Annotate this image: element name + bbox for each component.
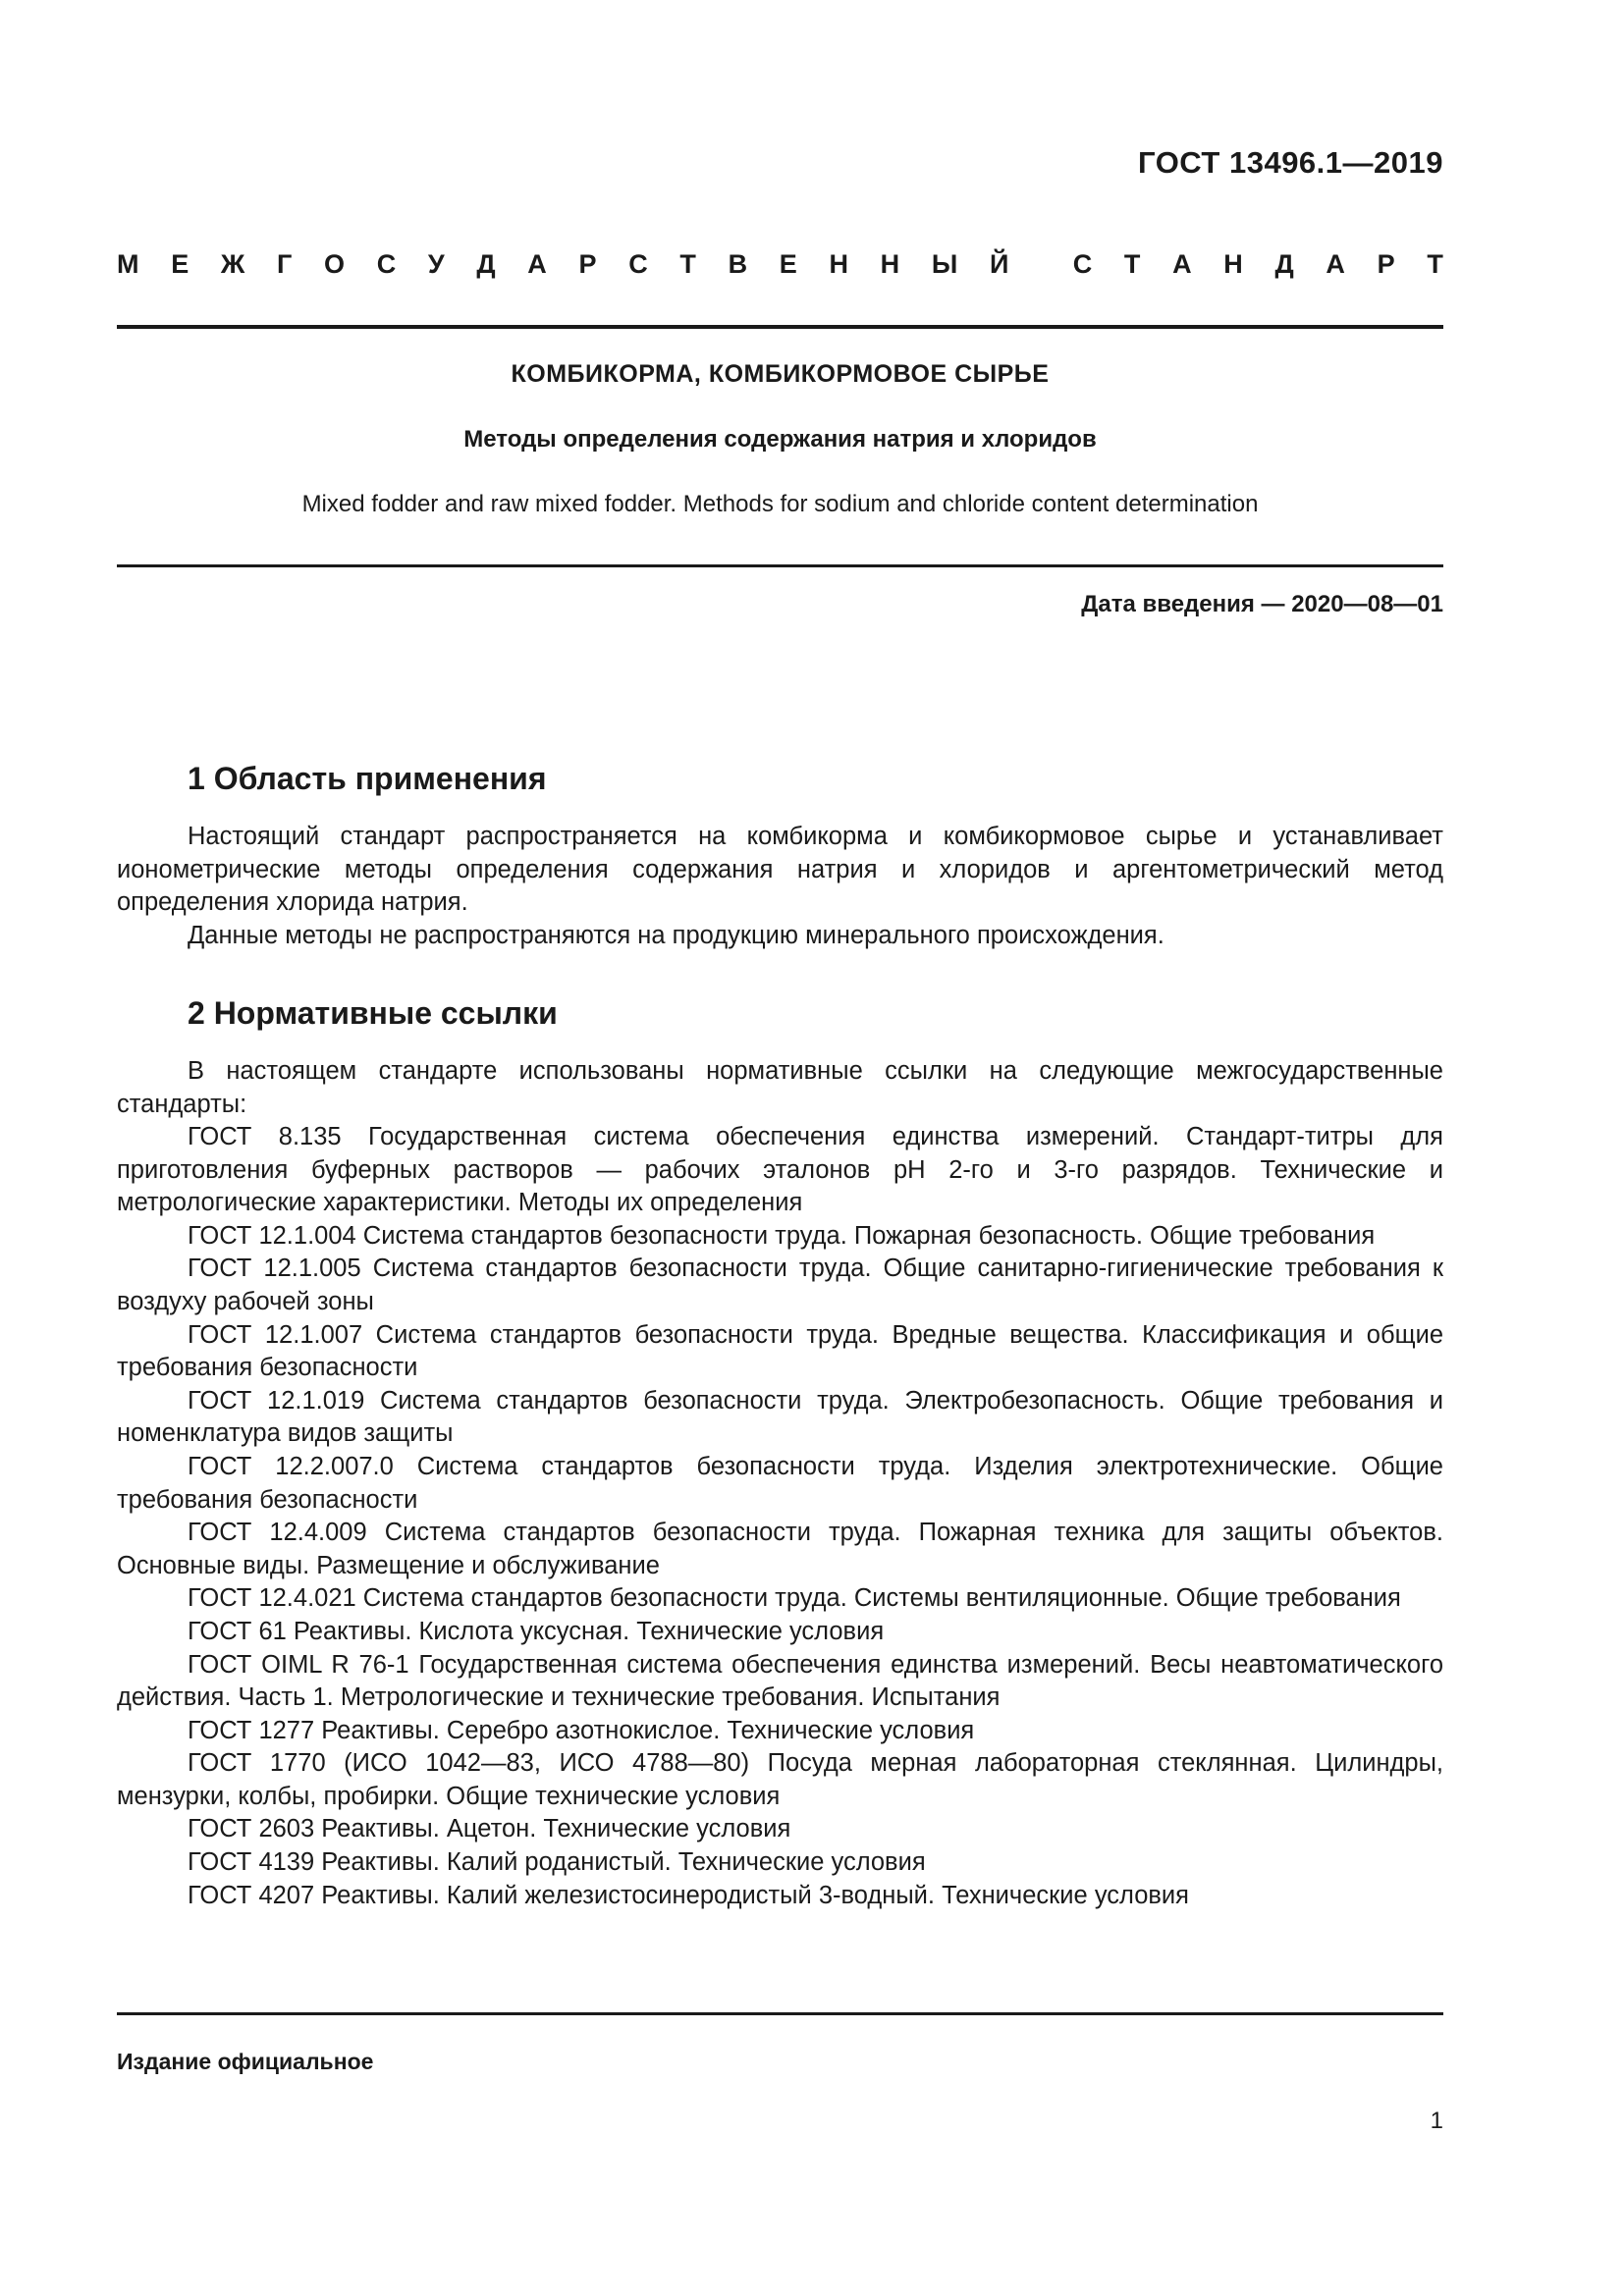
- normative-references-list: [117, 1121, 1443, 1912]
- reference-item: ГОСТ 8.135 Государственная система обеспечения единства измерений. Стандарт-титры для приготовления буферных растворов — рабочих эталонов pH 2-го и 3-го разрядов. Технические и метрологические характеристики. Методы их определения: [117, 1123, 1443, 1217]
- document-subtitle: Методы определения содержания натрия и хлоридов: [463, 426, 1097, 453]
- banner-letter: Н: [1223, 249, 1243, 279]
- banner-letter: А: [1172, 249, 1192, 279]
- reference-item: ГОСТ 61 Реактивы. Кислота уксусная. Технические условия: [188, 1617, 885, 1645]
- banner-letter: О: [323, 249, 345, 279]
- banner-letter: Т: [1427, 249, 1443, 279]
- official-edition-label: Издание официальное: [117, 2049, 374, 2074]
- section-2-intro: В настоящем стандарте использованы нормативные ссылки на следующие межгосударственные стандарты:: [117, 1057, 1443, 1118]
- banner-letter: Т: [679, 249, 696, 279]
- banner-letter: Н: [880, 249, 900, 279]
- document-title: КОМБИКОРМА, КОМБИКОРМОВОЕ СЫРЬЕ: [511, 360, 1050, 388]
- banner-letter: М: [117, 249, 139, 279]
- header-divider: [117, 325, 1443, 329]
- banner-letter: У: [427, 249, 445, 279]
- section-1-heading: 1 Область применения: [188, 761, 547, 796]
- reference-item: ГОСТ 1277 Реактивы. Серебро азотнокислое. Технические условия: [188, 1716, 975, 1744]
- banner-letter: С: [1072, 249, 1093, 279]
- section-1-paragraph: Данные методы не распространяются на продукцию минерального происхождения.: [188, 922, 1164, 949]
- reference-item: ГОСТ 12.4.021 Система стандартов безопасности труда. Системы вентиляционные. Общие требования: [188, 1584, 1401, 1613]
- introduction-date: Дата введения — 2020—08—01: [1081, 591, 1443, 617]
- footer-divider: [117, 2012, 1443, 2015]
- document-code: ГОСТ 13496.1—2019: [1138, 145, 1443, 180]
- reference-item: ГОСТ 12.1.007 Система стандартов безопасности труда. Вредные вещества. Классификация и общие требования безопасности: [117, 1320, 1443, 1382]
- title-divider: [117, 564, 1443, 567]
- reference-item: ГОСТ 12.1.005 Система стандартов безопасности труда. Общие санитарно-гигиенические требования к воздуху рабочей зоны: [117, 1255, 1443, 1315]
- reference-item: ГОСТ OIML R 76-1 Государственная система обеспечения единства измерений. Весы неавтоматического действия. Часть 1. Метрологические и технические требования. Испытания: [117, 1650, 1443, 1712]
- reference-item: ГОСТ 4207 Реактивы. Калий железистосинеродистый 3-водный. Технические условия: [188, 1881, 1189, 1909]
- section-1-paragraph: Настоящий стандарт распространяется на комбикорма и комбикормовое сырье и устанавливает ионометрические методы определения содержания натрия и хлоридов и аргентометрический метод определения хлорида натрия.: [117, 823, 1443, 917]
- reference-item: ГОСТ 1770 (ИСО 1042—83, ИСО 4788—80) Посуда мерная лабораторная стеклянная. Цилиндры, мензурки, колбы, пробирки. Общие технические условия: [117, 1749, 1443, 1810]
- document-title-english: Mixed fodder and raw mixed fodder. Methods for sodium and chloride content determination: [301, 491, 1259, 517]
- section-2-heading: 2 Нормативные ссылки: [188, 995, 558, 1031]
- banner-letter: Е: [171, 249, 189, 279]
- banner-letter: В: [728, 249, 748, 279]
- banner-letter: А: [1326, 249, 1345, 279]
- reference-item: ГОСТ 12.2.007.0 Система стандартов безопасности труда. Изделия электротехнические. Общие требования безопасности: [117, 1452, 1443, 1514]
- banner-letter: Г: [276, 249, 293, 279]
- banner-letter: Ы: [931, 249, 958, 279]
- reference-item: ГОСТ 12.1.019 Система стандартов безопасности труда. Электробезопасность. Общие требования и номенклатура видов защиты: [117, 1386, 1443, 1448]
- banner-letter: А: [527, 249, 547, 279]
- reference-item: ГОСТ 12.4.009 Система стандартов безопасности труда. Пожарная техника для защиты объектов. Основные виды. Размещение и обслуживание: [117, 1519, 1443, 1579]
- banner-letter: Р: [578, 249, 597, 279]
- banner-letter: Д: [1274, 249, 1294, 279]
- banner-letter: Р: [1377, 249, 1395, 279]
- banner-letter: Е: [779, 249, 797, 279]
- banner-letter: Т: [1123, 249, 1141, 279]
- banner-letter: Н: [829, 249, 848, 279]
- banner-letter: Ж: [220, 249, 245, 279]
- reference-item: ГОСТ 4139 Реактивы. Калий роданистый. Технические условия: [188, 1848, 926, 1877]
- banner-letter: Й: [989, 249, 1009, 279]
- banner-letter: Д: [476, 249, 496, 279]
- banner-letter: С: [376, 249, 397, 279]
- interstate-standard-banner: [117, 249, 1443, 280]
- banner-letter: С: [628, 249, 648, 279]
- page-number: 1: [1430, 2108, 1443, 2134]
- reference-item: ГОСТ 12.1.004 Система стандартов безопасности труда. Пожарная безопасность. Общие требования: [188, 1221, 1376, 1250]
- reference-item: ГОСТ 2603 Реактивы. Ацетон. Технические условия: [188, 1815, 791, 1843]
